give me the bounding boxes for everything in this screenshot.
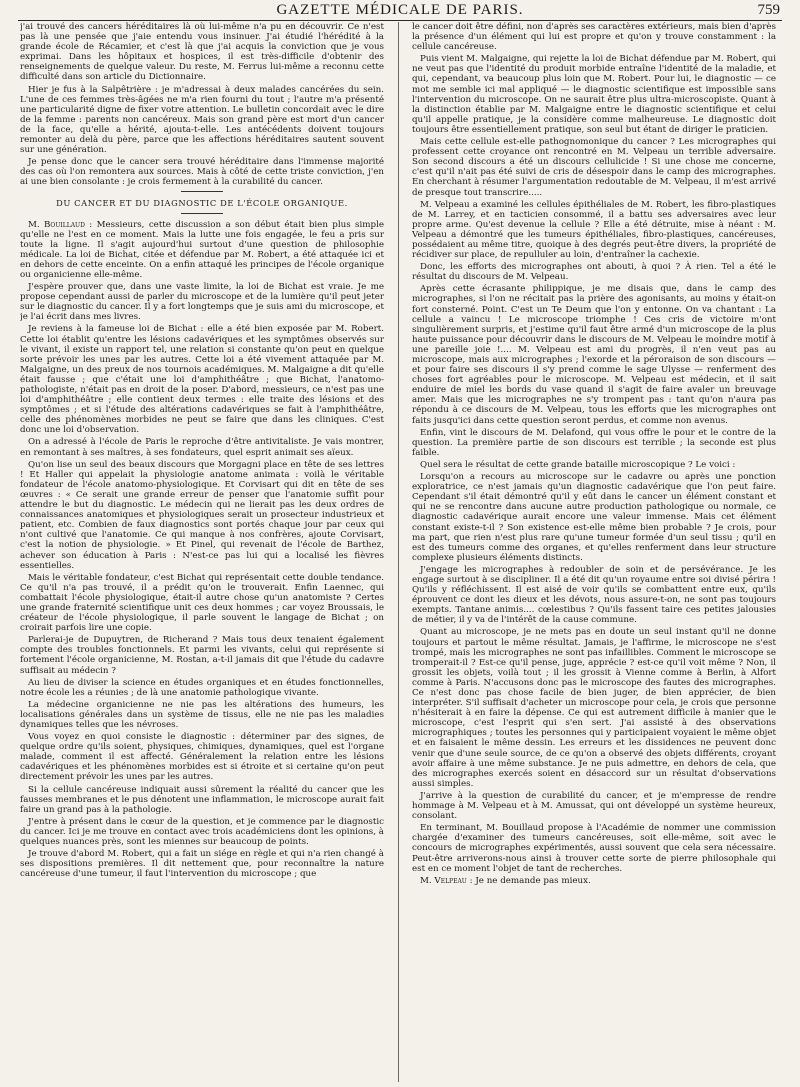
section-rule — [181, 213, 223, 214]
paragraph: M. Velpeau a examiné les cellules épithéliales de M. Robert, les fibro-plastiques de M. Larrey, et en tacticien consommé, il a battu ses adversaires avec leur propre arme. Qu'est devenue la cellule ? Elle a été détruite, mise à néant : M. Velpeau a démontré que les tumeurs épithéliales, fibro-plastiques, cancéreuses, possédaient au même titre, quoique à des degrés peut-être divers, la propriété de récidiver sur place, de repulluler au loin, d'entraîner la cachexie. — [412, 199, 776, 261]
left-column — [20, 22, 384, 1082]
section-title: DU CANCER ET DU DIAGNOSTIC DE L'ÉCOLE ORGANIQUE. — [56, 197, 348, 208]
paragraph-text: : Je ne demande pas mieux. — [466, 875, 591, 886]
paragraph: Enfin, vint le discours de M. Delafond, qui vous offre le pour et le contre de la question. La première partie de son discours est terrible ; la seconde est plus faible. — [412, 427, 776, 458]
page-header — [18, 0, 782, 18]
speaker-name: M. Velpeau — [420, 875, 467, 886]
journal-title: GAZETTE MÉDICALE DE PARIS. — [276, 2, 524, 18]
column-divider — [398, 22, 399, 1082]
paragraph: J'entre à présent dans le cœur de la question, et je commence par le diagnostic du cancer. Ici je me trouve en contact avec trois académiciens dont les opinions, à quelques nuances près, sont les miennes sur beaucoup de points. — [20, 816, 384, 848]
paragraph: Quel sera le résultat de cette grande bataille microscopique ? Le voici : — [420, 459, 736, 470]
paragraph: J'espère prouver que, dans une vaste limite, la loi de Bichat est vraie. Je me propose cependant aussi de parler du microscope et de la lumière qu'il peut jeter sur le diagnostic du cancer. Il y a fort longtemps que je suis ami du microscope, et je l'ai écrit dans mes livres. — [20, 282, 384, 323]
paragraph: Quant au microscope, je ne mets pas en doute un seul instant qu'il ne donne toujours et partout le même résultat. Jamais, je l'affirme, le microscope ne s'est trompé, mais les micrographes ne sont pas infaillibles. Comment le microscope se tromperait-il ? Est-ce qu'il pense, juge, apprécie ? est-ce qu'il voit même ? Non, il grossit les objets, voilà tout ; il les grossit à Vienne comme à Berlin, à Alfort comme à Paris. N'accusons donc pas le microscope des fautes des micrographes. Ce n'est donc pas chose facile de bien juger, de bien apprécier, de bien interpréter. S'il suffisait d'acheter un microscope pour cela, je crois que personne n'hésiterait à en faire la dépense. Ce qui est autrement difficile à manier que le microscope, c'est l'esprit qui s'en sert. J'ai assisté à des observations micrographiques ; toutes les personnes qui y participaient voyaient le même objet et en faisaient le même dessin. Les erreurs et les dissidences ne peuvent donc venir que d'une seule source, de ce qu'on a observé des objets différents, croyant avoir affaire à une même substance. Je ne puis admettre, en dehors de cela, que des micrographes exercés soient en désaccord sur un résultat d'observations aussi simples. — [412, 627, 776, 789]
paragraph: Donc, les efforts des micrographes ont abouti, à quoi ? À rien. Tel a été le résultat du discours de M. Velpeau. — [412, 262, 776, 283]
right-column — [412, 22, 776, 1082]
paragraph: Puis vient M. Malgaigne, qui rejette la loi de Bichat défendue par M. Robert, qui ne veut pas que l'identité du produit morbide entraîne l'identité de la maladie, et qui, cependant, va beaucoup plus loin que M. Robert. Pour lui, le diagnostic — ce mot me semble ici mal appliqué — le diagnostic scientifique est impossible sans l'intervention du microscope. On ne saurait être plus ultra-microscopiste. Quant à la distinction établie par M. Malgaigne entre le diagnostic scientifique et celui qu'il appelle pratique, je la considère comme malheureuse. Le diagnostic doit toujours être essentiellement pratique, son seul but étant de diriger le praticien. — [412, 54, 776, 135]
page-number: 759 — [757, 2, 780, 18]
paragraph: Si la cellule cancéreuse indiquait aussi sûrement la réalité du cancer que les fausses membranes et le pus dénotent une inflammation, le microscope aurait fait faire un grand pas à la pathologie. — [20, 784, 384, 815]
paragraph: On a adressé à l'école de Paris le reproche d'être antivitaliste. Je vais montrer, en remontant à ses maîtres, à ses fondateurs, quel esprit animait ses aïeux. — [20, 437, 384, 458]
paragraph: le cancer doit être défini, non d'après ses caractères extérieurs, mais bien d'après la présence d'un élément qui lui est propre et qu'on y trouve constamment : la cellule cancéreuse. — [412, 22, 776, 53]
paragraph: Je reviens à la fameuse loi de Bichat : elle a été bien exposée par M. Robert. Cette loi établit qu'entre les lésions cadavériques et les symptômes observés sur le vivant, il existe un rapport tel, une relation si constante qu'on peut en quelque sorte prévoir les unes par les autres. Cette loi a été vivement attaquée par M. Malgaigne, un des preux de nos tournois académiques. M. Malgaigne a dit qu'elle était fausse ; que c'était une loi d'amphithéâtre ; que Bichat, l'anatomo-pathologiste, n'était pas en droit de la poser. D'abord, messieurs, ce n'est pas une loi d'amphithéâtre ; elle contient deux termes : elle traite des lésions et des symptômes ; et si l'étude des altérations cadavériques se fait à l'amphithéâtre, celle des phénomènes morbides ne peut se faire que dans les cliniques. C'est donc une loi d'observation. — [20, 324, 384, 436]
paragraph: Je trouve d'abord M. Robert, qui a fait un siége en règle et qui n'a rien changé à ses dispositions premières. Il dit nettement que, pour reconnaître la nature cancéreuse d'une tumeur, il faut l'intervention du microscope ; que — [20, 849, 384, 880]
paragraph: Vous voyez en quoi consiste le diagnostic : déterminer par des signes, de quelque ordre qu'ils soient, physiques, chimiques, dynamiques, quel est l'organe malade, comment il est affecté. Généralement la relation entre les lésions cadavériques et les phénomènes morbides est si étroite et si certaine qu'on peut directement prévoir les unes par les autres. — [20, 732, 384, 783]
paragraph: Hier je fus à la Salpêtrière : je m'adressai à deux malades cancérées du sein. L'une de ces femmes très-âgées ne m'a rien fourni du tout ; l'autre m'a présenté une particularité digne de fixer votre attention. Le bulletin concordait avec le dire de la femme : parents non cancéreux. Mais son grand père est mort d'un cancer de la face, qu'elle a hérité, ajouta-t-elle. Les antécédents doivent toujours remonter au delà du père, parce que les affections héréditaires sautent souvent sur une génération. — [20, 84, 384, 156]
speaker-name: M. Bouillaud — [28, 219, 85, 230]
paragraph-text: : Messieurs, cette discussion a son début était bien plus simple qu'elle ne l'est en ce moment. Mais la lutte une fois engagée, le feu a pris sur toute la ligne. Il s'agit aujourd'hui surtout d'une question de philosophie médicale. La loi de Bichat, citée et défendue par M. Robert, a été attaquée ici et en dehors de cette enceinte. On a enfin attaqué les principes de l'école organique ou organicienne elle-même. — [20, 219, 384, 280]
paragraph: La médecine organicienne ne nie pas les altérations des humeurs, les localisations générales dans un système de tissus, elle ne nie pas les maladies dynamiques telles que les névroses. — [20, 699, 384, 730]
paragraph: J'arrive à la question de curabilité du cancer, et je m'empresse de rendre hommage à M. Velpeau et à M. Amussat, qui ont développé un système heureux, consolant. — [412, 790, 776, 822]
paragraph: Après cette écrasante philippique, je me disais que, dans le camp des micrographes, si l'on ne récitait pas la prière des agonisants, au moins y était-on fort consterné. Point. C'est un Te Deum que l'on y entonne. On va chantant : La cellule a vaincu ! Le microscope triomphe ! Ces cris de victoire m'ont singulièrement surpris, et j'estime qu'il faut être armé d'un microscope de la plus haute puissance pour découvrir dans le discours de M. Velpeau le moindre motif à une pareille joie !.... M. Velpeau est ami du progrès, il n'en veut pas au microscope, mais aux micrographes ; l'exorde et la péroraison de son discours — et pour faire ses discours il s'y prend comme le sage Ulysse — renferment des choses fort agréables pour le microscope. M. Velpeau est médecin, et il sait enduire de miel les bords du vase quand il s'agit de faire avaler un breuvage amer. Mais que les micrographes ne s'y trompent pas : tant qu'on n'aura pas répondu à ce discours de M. Velpeau, tous les efforts que les micrographes ont faits jusqu'ici dans cette question seront perdus, et comme non avenus. — [412, 284, 776, 426]
paragraph: J'engage les micrographes à redoubler de soin et de persévérance. Je les engage surtout à se discipliner. Il a été dit qu'un royaume entre soi divisé périra ! Qu'ils y réfléchissent. Il est aisé de voir qu'ils se combattent entre eux, qu'ils éprouvent ce dont les dieux et les dévots, nous assure-t-on, ne sont pas toujours exempts. Tantane animis.... cœlestibus ? Qu'ils fassent taire ces petites jalousies de métier, il y va de l'intérêt de la cause commune. — [412, 564, 776, 626]
paragraph: Qu'on lise un seul des beaux discours que Morgagni place en tête de ses lettres ! Et Haller qui appelait la physiologie anatome animata : voilà le véritable fondateur de l'école anatomo-physiologique. Et Corvisart qui dit en tête de ses œuvres : « Ce serait une grande erreur de penser que l'anatomie suffit pour attendre le but du diagnostic. Le médecin qui ne lierait pas les deux ordres de connaissances anatomiques et physiologiques serait un prosecteur industrieux et patient, etc. Combien de faux diagnostics sont portés chaque jour par ceux qui n'ont cultivé que l'anatomie. Ce qui manque à nos confrères, ajoute Corvisart, c'est la notion de physiologie. » Et Pinel, qui revenait de l'école de Barthez, achever son éducation à Paris : N'est-ce pas lui qui a localisé les fièvres essentielles. — [20, 459, 384, 571]
paragraph: Mais cette cellule est-elle pathognomonique du cancer ? Les micrographes qui professent cette croyance ont rencontré en M. Velpeau un terrible adversaire. Son second discours a été un discours cellulicide ! Si une chose me concerne, c'est qu'il n'ait pas été suivi de cris de désespoir dans le camp des micrographes. En cherchant à résumer l'argumentation redoutable de M. Velpeau, il m'est arrivé de presque tout transcrire..... — [412, 137, 776, 198]
paragraph: Au lieu de diviser la science en études organiques et en études fonctionnelles, notre école les a réunies ; de là une anatomie pathologique vivante. — [20, 677, 384, 698]
paragraph: Parlerai-je de Dupuytren, de Richerand ? Mais tous deux tenaient également compte des troubles fonctionnels. Et parmi les vivants, celui qui représente si fortement l'école organicienne, M. Rostan, a-t-il jamais dit que l'étude du cadavre suffisait au médecin ? — [20, 635, 384, 676]
paragraph: En terminant, M. Bouillaud propose à l'Académie de nommer une commission chargée d'examiner des tumeurs cancéreuses, soit elle-même, soit avec le concours de micrographes expérimentés, aussi souvent que cela sera nécessaire. Peut-être arriverons-nous ainsi à trouver cette sorte de pierre philosophale qui est en ce moment l'objet de tant de recherches. — [412, 823, 776, 874]
paragraph — [412, 876, 776, 886]
paragraph — [20, 220, 384, 281]
paragraph: j'ai trouvé des cancers héréditaires là où lui-même n'a pu en découvrir. Ce n'est pas là une pensée que j'aie entendu vous insinuer. J'ai étudié l'hérédité à la grande école de Récamier, et c'est là que j'ai acquis la conviction que je vous exprimai. Dans les hôpitaux et hospices, il est très-difficile d'obtenir des renseignements de quelque valeur. Du reste, M. Ferrus lui-même a reconnu cette difficulté dans son article du Dictionnaire. — [20, 22, 384, 83]
paragraph: Mais le véritable fondateur, c'est Bichat qui représentait cette double tendance. Ce qu'il n'a pas trouvé, il a prédit qu'on le trouverait. Enfin Laennec, qui combattait l'école physiologique, était-il autre chose qu'un anatomiste ? Certes une grande fraternité scientifique unit ces deux hommes ; car voyez Broussais, le créateur de l'école physiologique, il parle souvent le langage de Bichat ; on croirait parfois lire une copie. — [20, 572, 384, 634]
section-rule — [181, 191, 223, 192]
paragraph: Je pense donc que le cancer sera trouvé héréditaire dans l'immense majorité des cas où l'on remontera aux sources. Mais à côté de cette triste conviction, j'en ai une bien consolante : je crois fermement à la curabilité du cancer. — [20, 157, 384, 188]
paragraph: Lorsqu'on a recours au microscope sur le cadavre ou après une ponction exploratrice, ce n'est jamais qu'un diagnostic cadavérique que l'on peut faire. Cependant s'il était démontré qu'il y eût dans le cancer un élément constant et qui ne se rencontre dans aucune autre production pathologique ou normale, ce diagnostic cadavérique aurait encore une valeur immense. Mais cet élément constant existe-t-il ? Son existence est-elle même bien probable ? Je crois, pour ma part, que rien n'est plus rare qu'une tumeur formée d'un seul tissu ; qu'il en est des tumeurs comme des organes, et qu'elles renferment dans leur structure complexe plusieurs éléments distincts. — [412, 472, 776, 563]
header-rule — [18, 20, 782, 21]
